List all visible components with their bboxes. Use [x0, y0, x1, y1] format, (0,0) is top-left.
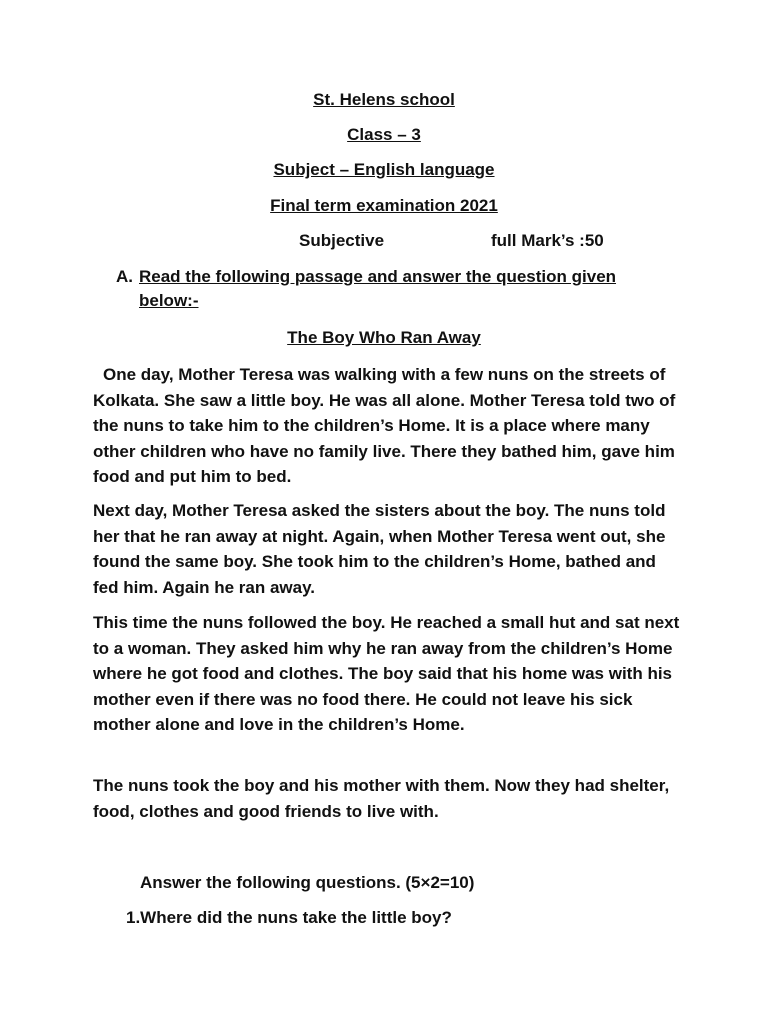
passage-paragraph: One day, Mother Teresa was walking with a few nuns on the streets of Kolkata. She saw a little boy. He was all alone. Mother Teresa told two of the nuns to take him to the children’s Home. It is a place where many other children who have no family live. There they bathed him, gave him food and put him to bed. [93, 365, 676, 486]
section-type: Subjective [299, 231, 385, 250]
passage-paragraph: This time the nuns followed the boy. He reached a small hut and sat next to a woman. They asked him why he ran away from the children’s Home where he got food and clothes. The boy said that his home was with his mother even if there was no food there. He could not leave his sick mother alone and love in the children’s Home. [93, 613, 680, 734]
section-type-row [0, 230, 768, 252]
subject-label: Subject – English language [273, 160, 495, 179]
passage-paragraph: The nuns took the boy and his mother with them. Now they had shelter, food, clothes and good friends to live with. [93, 776, 670, 821]
section-a-instruction [116, 265, 656, 313]
exam-title: Final term examination 2021 [270, 196, 498, 215]
question-item: 1.Where did the nuns take the little boy? [126, 908, 452, 927]
class-label: Class – 3 [347, 125, 421, 144]
questions-instruction: Answer the following questions. (5×2=10) [140, 873, 475, 892]
passage-paragraph: Next day, Mother Teresa asked the sisters about the boy. The nuns told her that he ran away at night. Again, when Mother Teresa went out, she found the same boy. She took him to the children’s Home, bathed and fed him. Again he ran away. [93, 501, 666, 597]
school-name: St. Helens school [313, 90, 455, 109]
full-marks: full Mark’s :50 [491, 231, 604, 250]
section-a-text: Read the following passage and answer the question given below:- [139, 267, 617, 310]
section-a-marker: A. [116, 267, 133, 286]
passage-title: The Boy Who Ran Away [287, 328, 481, 347]
